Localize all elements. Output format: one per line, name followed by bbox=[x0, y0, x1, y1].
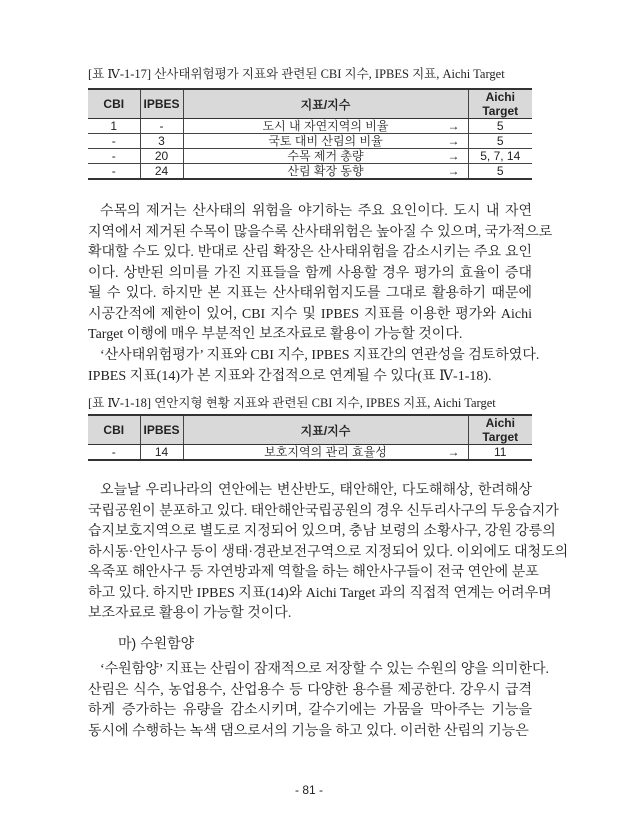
text-line: 수목의 제거는 산사태의 위험을 야기하는 주요 요인이다. 도시 내 자연 bbox=[100, 204, 532, 219]
paragraph-3 bbox=[88, 481, 569, 625]
arrow-right-icon: → bbox=[447, 119, 460, 133]
cell-cbi: - bbox=[88, 164, 140, 180]
cell-ipbes: 20 bbox=[140, 149, 183, 164]
paragraph-4 bbox=[88, 660, 550, 742]
cell-indicator: 보호지역의 관리 효율성 → bbox=[183, 445, 468, 461]
cell-ipbes: 3 bbox=[140, 134, 183, 149]
table1 bbox=[88, 88, 532, 180]
text-line: 오늘날 우리나라의 연안에는 변산반도, 태안해안, 다도해해상, 한려해상 bbox=[100, 483, 532, 498]
cell-ipbes: 14 bbox=[140, 445, 183, 461]
text-line: ‘산사태위험평가’ 지표와 CBI 지수, IPBES 지표간의 연관성을 검토하였다. bbox=[100, 348, 540, 363]
text-line: ‘수원함양’ 지표는 산림이 잠재적으로 저장할 수 있는 수원의 양을 의미한다. bbox=[100, 662, 550, 677]
text-line: 하고 있다. 하지만 IPBES 지표(14)와 Aichi Target 과의 직접적 연계는 어려우며 bbox=[88, 585, 552, 601]
arrow-right-icon: → bbox=[447, 164, 460, 178]
table2-caption: [표 Ⅳ-1-18] 연안지형 현황 지표와 관련된 CBI 지수, IPBES 지표, Aichi Target bbox=[88, 396, 496, 410]
header-aichi: Aichi Target bbox=[468, 415, 532, 445]
table-row bbox=[88, 445, 532, 461]
table-row bbox=[88, 119, 532, 134]
text-line: 확대할 수도 있다. 반대로 산림 확장은 산사태위험을 감소시키는 주요 요인 bbox=[88, 245, 532, 260]
text-line: 국립공원이 분포하고 있다. 태안해안국립공원의 경우 신두리사구의 두웅습지가 bbox=[88, 503, 559, 519]
text-line: 이다. 상반된 의미를 가진 지표들을 함께 사용할 경우 평가의 효율이 증대 bbox=[88, 265, 532, 281]
table1-caption: [표 Ⅳ-1-17] 산사태위험평가 지표와 관련된 CBI 지수, IPBES 지표, Aichi Target bbox=[88, 67, 505, 81]
cell-ipbes: 24 bbox=[140, 164, 183, 180]
text-line: 시공간적에 제한이 있어, CBI 지수 및 IPBES 지표를 이용한 평가와 Aichi bbox=[88, 306, 532, 322]
table-row bbox=[88, 134, 532, 149]
text-line: 하게 증가하는 유량을 감소시키며, 갈수기에는 가뭄을 막아주는 기능을 bbox=[88, 703, 532, 718]
table-row bbox=[88, 149, 532, 164]
cell-indicator: 도시 내 자연지역의 비율 → bbox=[183, 119, 468, 134]
text-line: Target 이행에 매우 부분적인 보조자료로 활용이 가능할 것이다. bbox=[88, 327, 463, 342]
header-indicator: 지표/지수 bbox=[183, 89, 468, 119]
cell-indicator: 산림 확장 동향 → bbox=[183, 164, 468, 180]
text-line: 하시동·안인사구 등이 생태·경관보전구역으로 지정되어 있다. 이외에도 대청도의 bbox=[88, 544, 569, 560]
header-indicator: 지표/지수 bbox=[183, 415, 468, 445]
text-line: 산림은 식수, 농업용수, 산업용수 등 다양한 용수를 제공한다. 강우시 급격 bbox=[88, 682, 532, 698]
cell-cbi: - bbox=[88, 134, 140, 149]
header-cbi: CBI bbox=[88, 89, 140, 119]
header-ipbes: IPBES bbox=[140, 415, 183, 445]
table-row bbox=[88, 164, 532, 180]
arrow-right-icon: → bbox=[447, 445, 460, 459]
header-ipbes: IPBES bbox=[140, 89, 183, 119]
paragraph-2 bbox=[88, 346, 540, 387]
header-cbi: CBI bbox=[88, 415, 140, 445]
text-line: 지역에서 제거된 수목이 많을수록 산사태위험은 높아질 수 있으며, 국가적으로 bbox=[88, 224, 553, 240]
cell-aichi: 5 bbox=[468, 164, 532, 180]
cell-cbi: - bbox=[88, 149, 140, 164]
text-line: 동시에 수행하는 녹색 댐으로서의 기능을 하고 있다. 이러한 산림의 기능은 bbox=[88, 723, 529, 739]
header-aichi: Aichi Target bbox=[468, 89, 532, 119]
arrow-right-icon: → bbox=[447, 134, 460, 148]
text-line: 보조자료로 활용이 가능할 것이다. bbox=[88, 606, 292, 621]
text-line: 될 수 있다. 하지만 본 지표는 산사태위험지도를 그대로 활용하기 때문에 bbox=[88, 286, 532, 301]
table2 bbox=[88, 414, 532, 461]
text-line: IPBES 지표(14)가 본 지표와 간접적으로 연계될 수 있다(표 Ⅳ-1-18). bbox=[88, 368, 492, 384]
paragraph-1 bbox=[88, 202, 553, 346]
cell-aichi: 5, 7, 14 bbox=[468, 149, 532, 164]
text-line: 옥죽포 해안사구 등 자연방과제 역할을 하는 해안사구들이 전국 연안에 분포 bbox=[88, 565, 539, 580]
text-line: 습지보호지역으로 별도로 지정되어 있으며, 충남 보령의 소황사구, 강원 강릉의 bbox=[88, 524, 556, 539]
cell-indicator: 수목 제거 총량 → bbox=[183, 149, 468, 164]
page-number: - 81 - bbox=[294, 783, 323, 797]
section-heading: 마) 수원함양 bbox=[118, 635, 195, 651]
cell-ipbes: - bbox=[140, 119, 183, 134]
cell-aichi: 5 bbox=[468, 119, 532, 134]
cell-aichi: 11 bbox=[468, 445, 532, 461]
arrow-right-icon: → bbox=[447, 149, 460, 163]
cell-cbi: - bbox=[88, 445, 140, 461]
cell-indicator: 국토 대비 산림의 비율 → bbox=[183, 134, 468, 149]
cell-cbi: 1 bbox=[88, 119, 140, 134]
cell-aichi: 5 bbox=[468, 134, 532, 149]
